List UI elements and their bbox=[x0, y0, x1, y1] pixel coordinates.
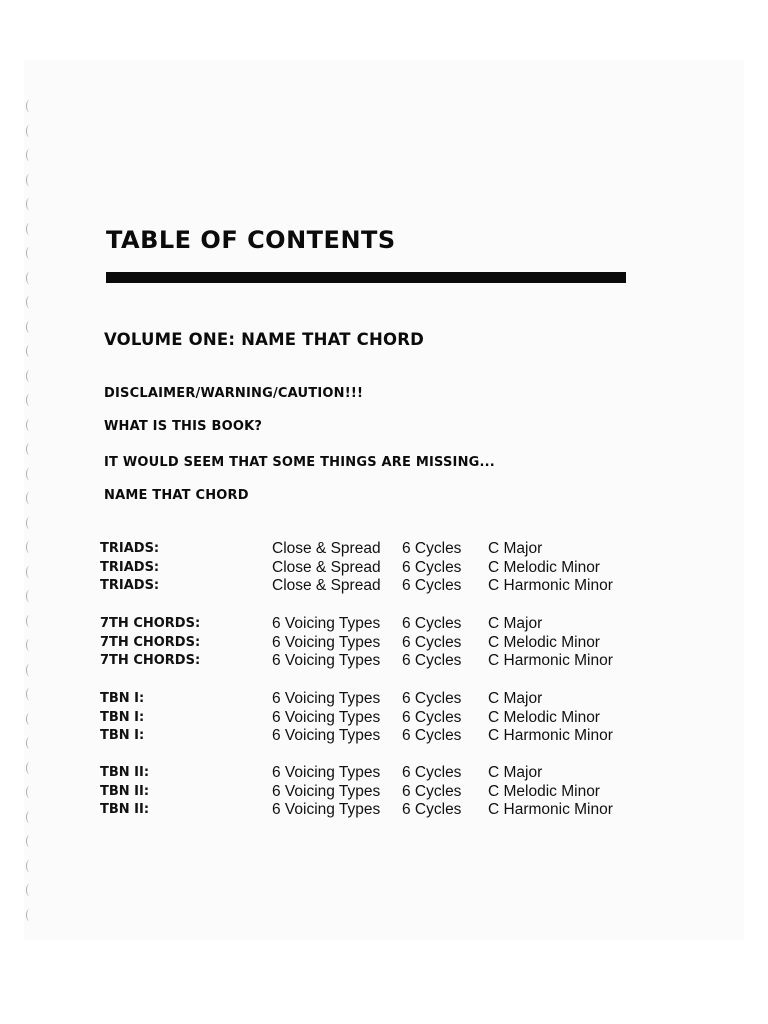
cycles-cell: 6 Cycles bbox=[402, 727, 462, 744]
binding-mark bbox=[26, 541, 33, 553]
binding-mark bbox=[26, 713, 33, 725]
scale-cell: C Major bbox=[488, 615, 543, 632]
toc-item-disclaimer: DISCLAIMER/WARNING/CAUTION!!! bbox=[104, 386, 364, 401]
cycles-cell: 6 Cycles bbox=[402, 782, 462, 800]
voicing-cell: 6 Voicing Types bbox=[272, 727, 381, 744]
voicing-cell: 6 Voicing Types bbox=[272, 801, 381, 818]
table-row bbox=[100, 709, 660, 728]
cycles-cell: 6 Cycles bbox=[402, 633, 462, 651]
voicing-cell: Close & Spread bbox=[272, 577, 381, 594]
binding-mark bbox=[26, 419, 33, 431]
scale-cell: C Harmonic Minor bbox=[488, 801, 613, 818]
binding-mark bbox=[26, 174, 33, 186]
binding-mark bbox=[26, 247, 33, 259]
binding-mark bbox=[26, 590, 33, 602]
voicing-cell: 6 Voicing Types bbox=[272, 652, 381, 669]
row-label: TRIADS: bbox=[100, 578, 160, 593]
binding-mark bbox=[26, 100, 33, 112]
binding-mark bbox=[26, 272, 33, 284]
scale-cell: C Melodic Minor bbox=[488, 633, 600, 651]
row-label: TBN I: bbox=[100, 691, 145, 706]
table-row bbox=[100, 783, 660, 802]
row-label: TRIADS: bbox=[100, 541, 160, 556]
cycles-cell: 6 Cycles bbox=[402, 558, 462, 576]
scale-cell: C Harmonic Minor bbox=[488, 727, 613, 744]
binding-mark bbox=[26, 321, 33, 333]
table-row bbox=[100, 634, 660, 653]
row-label: TBN II: bbox=[100, 765, 150, 780]
binding-mark bbox=[26, 762, 33, 774]
cycles-cell: 6 Cycles bbox=[402, 615, 462, 632]
binding-mark bbox=[26, 566, 33, 578]
binding-mark bbox=[26, 394, 33, 406]
binding-mark bbox=[26, 615, 33, 627]
table-row bbox=[100, 615, 660, 634]
page-title: TABLE OF CONTENTS bbox=[106, 226, 396, 254]
cycles-cell: 6 Cycles bbox=[402, 764, 462, 781]
row-label: TBN I: bbox=[100, 709, 145, 725]
binding-hole-marks bbox=[26, 100, 40, 940]
row-label: 7TH CHORDS: bbox=[100, 634, 201, 650]
voicing-cell: 6 Voicing Types bbox=[272, 615, 381, 632]
voicing-cell: 6 Voicing Types bbox=[272, 690, 381, 707]
volume-heading: VOLUME ONE: NAME THAT CHORD bbox=[104, 330, 425, 349]
voicing-cell: 6 Voicing Types bbox=[272, 708, 381, 726]
scale-cell: C Harmonic Minor bbox=[488, 577, 613, 594]
toc-item-missing-things: IT WOULD SEEM THAT SOME THINGS ARE MISSING... bbox=[104, 455, 495, 470]
table-row bbox=[100, 690, 660, 709]
table-row bbox=[100, 801, 660, 820]
cycles-cell: 6 Cycles bbox=[402, 690, 462, 707]
scale-cell: C Melodic Minor bbox=[488, 708, 600, 726]
table-row bbox=[100, 764, 660, 783]
binding-mark bbox=[26, 664, 33, 676]
scale-cell: C Major bbox=[488, 764, 543, 781]
table-row bbox=[100, 577, 660, 596]
toc-item-what-is-this-book: WHAT IS THIS BOOK? bbox=[104, 419, 263, 434]
binding-mark bbox=[26, 468, 33, 480]
scale-cell: C Harmonic Minor bbox=[488, 652, 613, 669]
binding-mark bbox=[26, 737, 33, 749]
binding-mark bbox=[26, 149, 33, 161]
voicing-cell: 6 Voicing Types bbox=[272, 633, 381, 651]
table-row bbox=[100, 540, 660, 559]
binding-mark bbox=[26, 786, 33, 798]
binding-mark bbox=[26, 517, 33, 529]
cycles-cell: 6 Cycles bbox=[402, 577, 462, 594]
cycles-cell: 6 Cycles bbox=[402, 540, 462, 557]
binding-mark bbox=[26, 370, 33, 382]
row-label: TBN II: bbox=[100, 802, 150, 817]
binding-mark bbox=[26, 223, 33, 235]
voicing-cell: 6 Voicing Types bbox=[272, 782, 381, 800]
voicing-cell: 6 Voicing Types bbox=[272, 764, 381, 781]
binding-mark bbox=[26, 835, 33, 847]
scale-cell: C Major bbox=[488, 540, 543, 557]
cycles-cell: 6 Cycles bbox=[402, 652, 462, 669]
voicing-cell: Close & Spread bbox=[272, 540, 381, 557]
table-row bbox=[100, 559, 660, 578]
binding-mark bbox=[26, 811, 33, 823]
row-label: TBN II: bbox=[100, 783, 150, 799]
scale-cell: C Major bbox=[488, 690, 543, 707]
table-row bbox=[100, 727, 660, 746]
cycles-cell: 6 Cycles bbox=[402, 801, 462, 818]
binding-mark bbox=[26, 884, 33, 896]
table-row bbox=[100, 652, 660, 671]
cycles-cell: 6 Cycles bbox=[402, 708, 462, 726]
binding-mark bbox=[26, 443, 33, 455]
binding-mark bbox=[26, 860, 33, 872]
row-label: TRIADS: bbox=[100, 559, 160, 575]
binding-mark bbox=[26, 492, 33, 504]
binding-mark bbox=[26, 296, 33, 308]
binding-mark bbox=[26, 639, 33, 651]
binding-mark bbox=[26, 909, 33, 921]
scale-cell: C Melodic Minor bbox=[488, 782, 600, 800]
binding-mark bbox=[26, 345, 33, 357]
row-label: 7TH CHORDS: bbox=[100, 616, 201, 631]
scale-cell: C Melodic Minor bbox=[488, 558, 600, 576]
voicing-cell: Close & Spread bbox=[272, 558, 381, 576]
row-label: TBN I: bbox=[100, 728, 145, 743]
title-underline-rule bbox=[106, 272, 626, 283]
toc-item-name-that-chord: NAME THAT CHORD bbox=[104, 488, 249, 503]
binding-mark bbox=[26, 198, 33, 210]
binding-mark bbox=[26, 688, 33, 700]
row-label: 7TH CHORDS: bbox=[100, 653, 201, 668]
binding-mark bbox=[26, 125, 33, 137]
